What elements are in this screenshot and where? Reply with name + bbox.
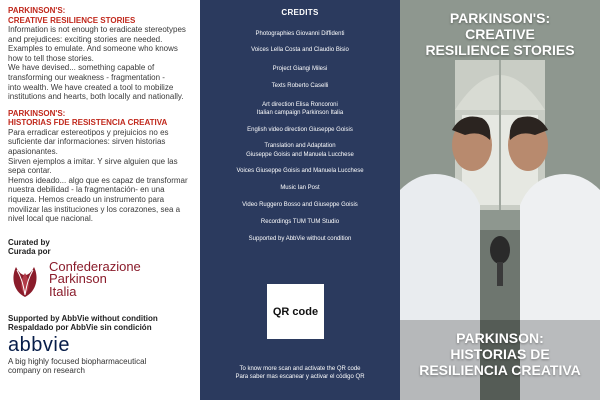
- credit-line: Photographies Giovanni Diffidenti: [255, 31, 345, 37]
- curated-by: Curated by Curada por: [8, 237, 51, 257]
- credit-line: Italian campaign Parkinson Italia: [256, 110, 344, 116]
- spanish-heading: PARKINSON'S: HISTORIAS FDE RESISTENCIA CREATIVA: [8, 108, 168, 128]
- english-heading: PARKINSON'S: CREATIVE RESILIENCE STORIES: [8, 6, 136, 25]
- confederazione-logo-text: Confederazione Parkinson Italia: [49, 258, 141, 299]
- spanish-paragraph: Para erradicar estereotipos y prejuicios no es suficiente dar informaciones: sirven historias apasionantes. Sirven ejemplos a imitar. Y sirve alguien que las sepa contar. Hemos ideado... algo que es capaz de transformar nuestra debilidad - la fragmentación- en una riqueza. Hemos creado un instrumento para movilizar las instituciones y los corazones, sea a nivel local que nacional.: [8, 127, 188, 224]
- credit-line: English video direction Giuseppe Goisis: [247, 127, 353, 133]
- english-paragraph: Information is not enough to eradicate stereotypes and prejudices: exciting stories are needed. Examples to emulate. And someone who knows how to tell those stories. We have devised... something capable of transforming our weakness - fragmentation - into wealth. We have created a tool to mobilize institutions and hearts, both locally and nationally.: [8, 25, 186, 102]
- qr-code[interactable]: QR code: [267, 284, 324, 339]
- credits-title: CREDITS: [281, 8, 319, 17]
- credit-line: Project Giangi Milesi: [272, 66, 328, 72]
- credit-line: Giuseppe Goisis and Manuela Lucchese: [246, 152, 354, 158]
- credit-line: Art direction Elisa Roncoroni: [262, 102, 338, 108]
- cover-panel: [400, 0, 600, 400]
- cover-title-english: PARKINSON'S: CREATIVE RESILIENCE STORIES: [425, 10, 575, 58]
- credit-line: Video Ruggero Bosso and Giuseppe Goisis: [242, 202, 358, 208]
- credit-line: Music Ian Post: [280, 185, 320, 191]
- cover-title-spanish: PARKINSON: HISTORIAS DE RESILIENCIA CREATIVA: [419, 330, 581, 378]
- credit-line: Recordings TUM TUM Studio: [260, 219, 340, 225]
- left-panel: [0, 0, 200, 400]
- scan-instructions: To know more scan and activate the QR code Para saber mas escanear y activar el código QR: [235, 366, 365, 380]
- credit-line: Voices Giuseppe Goisis and Manuela Lucchese: [236, 168, 364, 174]
- credit-line: Translation and Adaptation: [264, 143, 336, 149]
- supported-by-abbvie: Supported by AbbVie without condition Respaldado por AbbVie sin condición: [8, 313, 158, 333]
- abbvie-description: A big highly focused biopharmaceutical company on research: [8, 356, 147, 376]
- credit-line: Voices Lella Costa and Claudio Bisio: [251, 47, 349, 53]
- credit-line: Texts Roberto Caselli: [271, 83, 329, 89]
- abbvie-logo: abbvie: [8, 333, 70, 356]
- confederazione-parkinson-logo: [8, 260, 192, 300]
- credit-line: Supported by AbbVie without condition: [248, 236, 352, 242]
- parkinson-tulip-icon: [8, 261, 42, 299]
- credits-panel: [200, 0, 400, 400]
